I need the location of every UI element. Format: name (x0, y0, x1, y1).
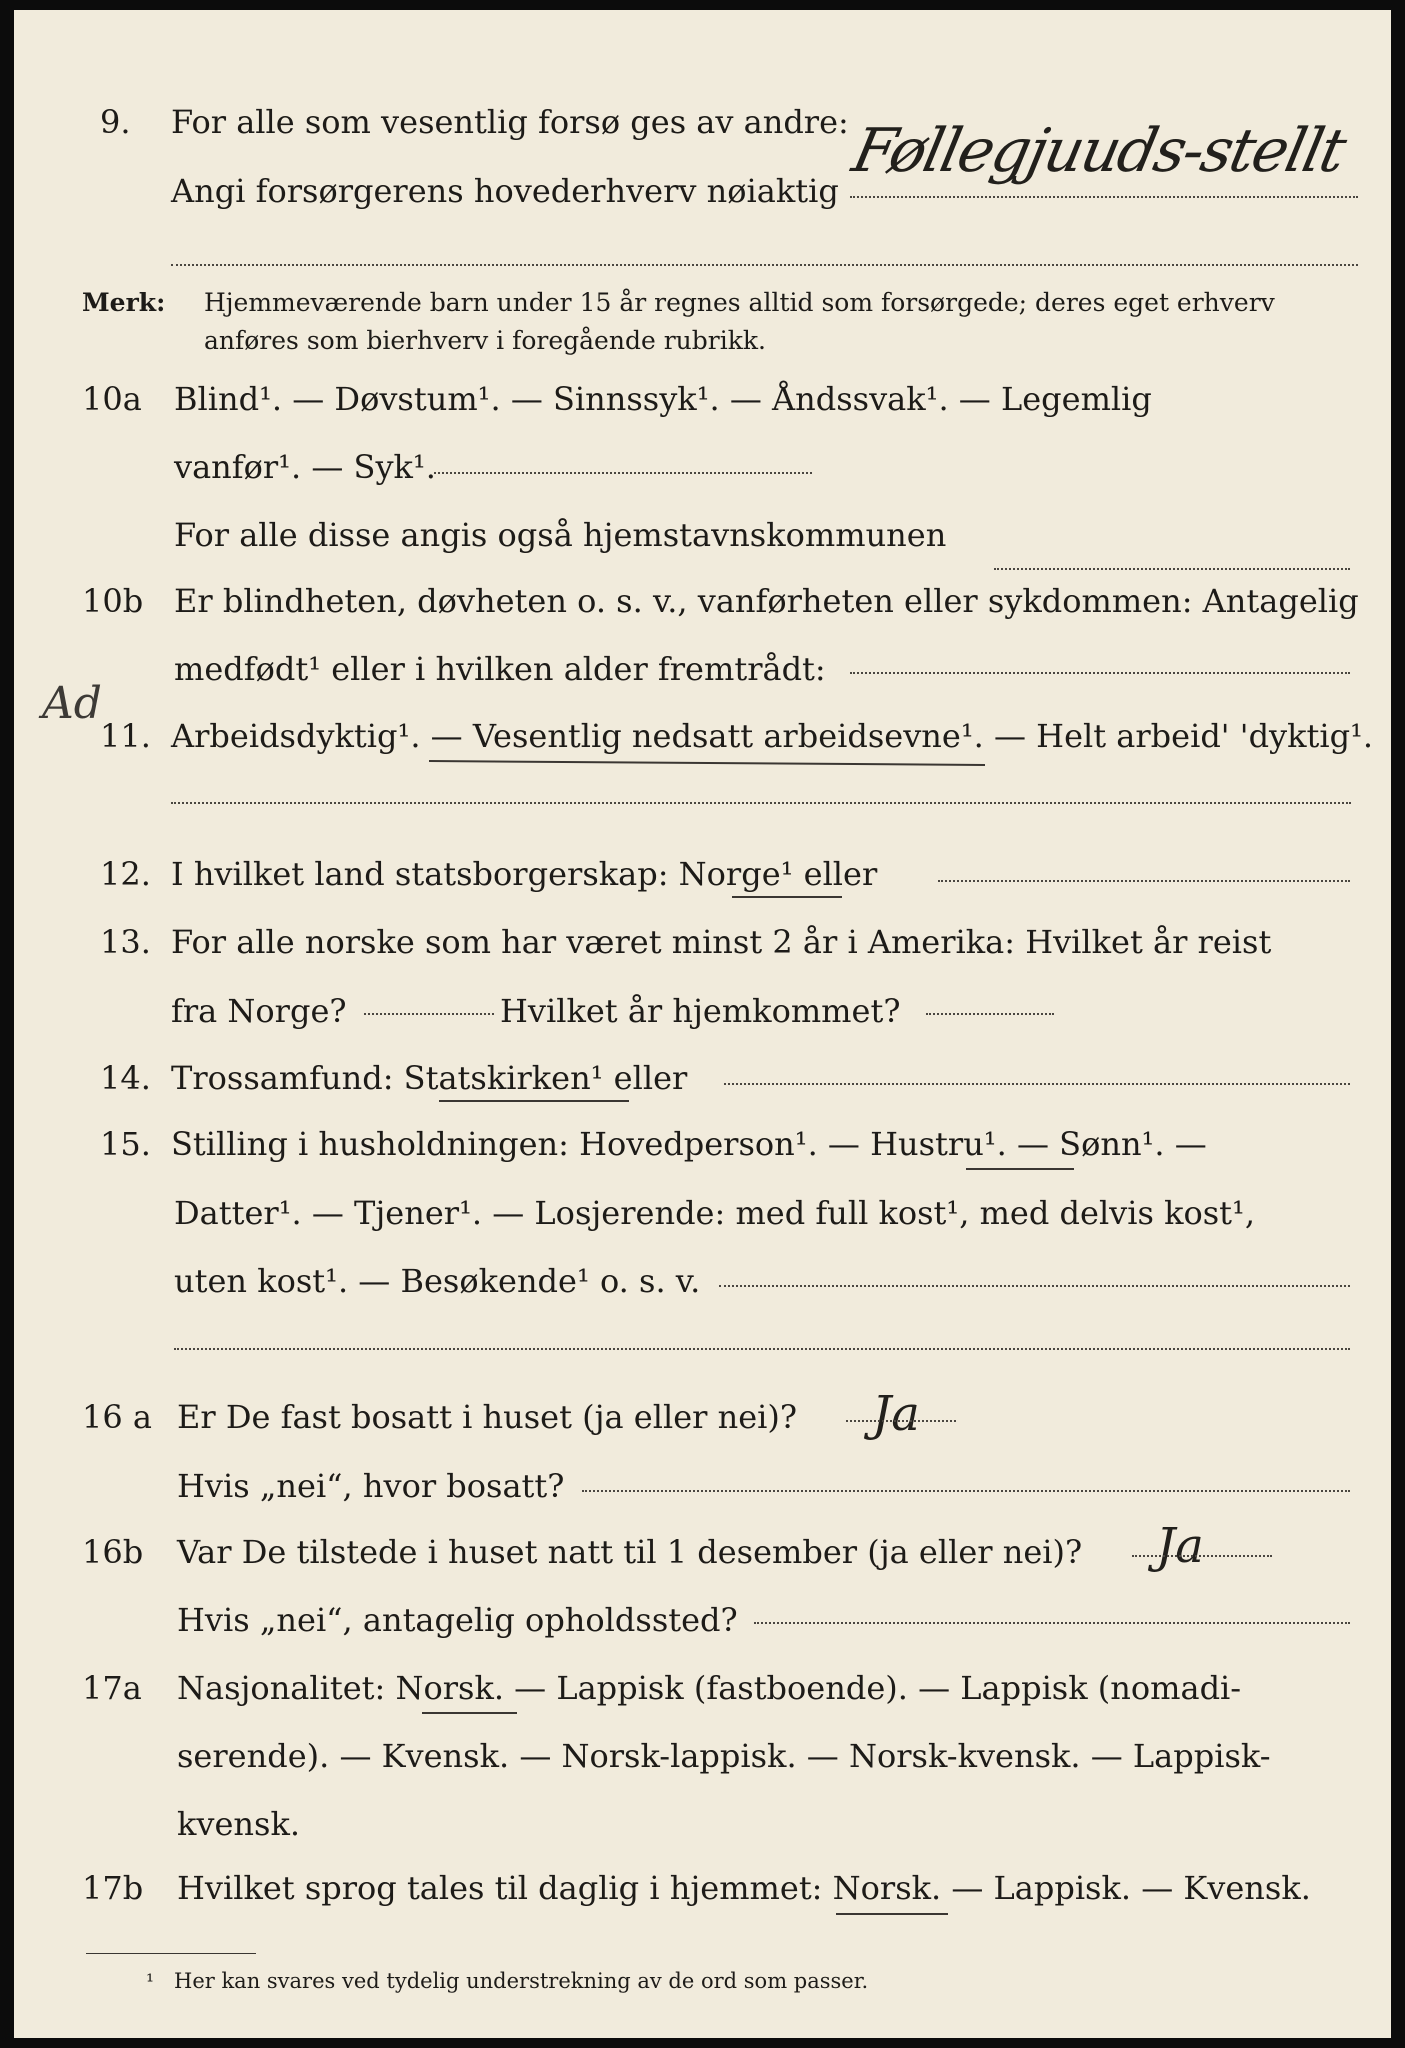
q16a-handwritten-answer: Ja (872, 1386, 920, 1442)
merk-line2: anføres som bierhverv i foregående rubrikk. (204, 326, 766, 355)
q12-number: 12. (100, 855, 151, 893)
q15-extra-line (174, 1348, 1350, 1350)
footnote-mark: ¹ (146, 1969, 155, 1993)
q9-extra-line (171, 264, 1358, 266)
q15-number: 15. (100, 1125, 151, 1163)
q9-answer-line (850, 196, 1358, 198)
q16b-handwritten-answer: Ja (1156, 1518, 1204, 1574)
q16b-line1: Var De tilstede i huset natt til 1 desember (ja eller nei)? (177, 1533, 1083, 1571)
q13-line1: For alle norske som har været minst 2 år i Amerika: Hvilket år reist (171, 923, 1272, 961)
q17a-underline (422, 1712, 517, 1714)
q12-field (938, 880, 1350, 882)
q11-extra-line (171, 802, 1351, 804)
q16b-answer-field (1132, 1555, 1272, 1557)
q13-year-left-field (364, 1013, 494, 1015)
q13-year-returned-field (926, 1013, 1054, 1015)
q14-field (724, 1083, 1350, 1085)
q10b-line1: Er blindheten, døvheten o. s. v., vanførheten eller sykdommen: Antagelig (174, 582, 1359, 620)
q10a-number: 10a (82, 380, 142, 418)
q11-line1: Arbeidsdyktig¹. — Vesentlig nedsatt arbeidsevne¹. — Helt arbeid' 'dyktig¹. (171, 717, 1374, 755)
census-form-page (14, 10, 1391, 2038)
q16a-line2: Hvis „nei“, hvor bosatt? (177, 1467, 565, 1505)
q10a-line2: vanfør¹. — Syk¹. (174, 448, 436, 486)
q15-line2: Datter¹. — Tjener¹. — Losjerende: med full kost¹, med delvis kost¹, (174, 1194, 1256, 1232)
q17a-number: 17a (82, 1669, 142, 1707)
q16a-line1: Er De fast bosatt i huset (ja eller nei)? (177, 1398, 798, 1436)
q13-number: 13. (100, 923, 151, 961)
q13-line2a: fra Norge? (171, 992, 347, 1030)
q16a-answer-field (846, 1420, 956, 1422)
q15-line1: Stilling i husholdningen: Hovedperson¹. — Hustru¹. — Sønn¹. — (171, 1125, 1207, 1163)
q16b-line2-field (754, 1622, 1350, 1624)
q11-number: 11. (100, 717, 151, 755)
q10a-line3-field (994, 568, 1350, 570)
footnote-rule (86, 1953, 256, 1954)
q14-underline (439, 1100, 629, 1102)
q10b-line2-field (850, 672, 1350, 674)
q10a-line2-field (434, 472, 812, 474)
q10b-number: 10b (82, 582, 144, 620)
footnote-text: Her kan svares ved tydelig understrekning av de ord som passer. (174, 1969, 869, 1993)
q15-field (719, 1285, 1350, 1287)
q10a-line3: For alle disse angis også hjemstavnskommunen (174, 516, 947, 554)
q9-line2: Angi forsørgerens hovederhverv nøiaktig (171, 172, 839, 210)
merk-line1: Hjemmeværende barn under 15 år regnes alltid som forsørgede; deres eget erhverv (204, 288, 1275, 317)
q13-line2b: Hvilket år hjemkommet? (500, 992, 901, 1030)
q16b-line2: Hvis „nei“, antagelig opholdssted? (177, 1601, 738, 1639)
q17b-underline (836, 1913, 948, 1915)
q17a-line2: serende). — Kvensk. — Norsk-lappisk. — Norsk-kvensk. — Lappisk- (177, 1737, 1271, 1775)
q17a-line1: Nasjonalitet: Norsk. — Lappisk (fastboende). — Lappisk (nomadi- (177, 1669, 1242, 1707)
q16b-number: 16b (82, 1533, 144, 1571)
q15-line3: uten kost¹. — Besøkende¹ o. s. v. (174, 1262, 701, 1300)
q9-handwritten-answer: Føllegjuuds-stellt (846, 116, 1351, 186)
q17a-line3: kvensk. (177, 1805, 300, 1843)
q15-underline (966, 1168, 1074, 1170)
q9-number: 9. (100, 103, 131, 141)
q12-underline (732, 896, 842, 898)
q10b-line2: medfødt¹ eller i hvilken alder fremtrådt: (174, 650, 826, 688)
q16a-number: 16 a (82, 1398, 152, 1436)
q17b-number: 17b (82, 1869, 144, 1907)
q11-underline (429, 760, 985, 766)
q10a-line1: Blind¹. — Døvstum¹. — Sinnssyk¹. — Åndssvak¹. — Legemlig (174, 380, 1152, 418)
q12-line1: I hvilket land statsborgerskap: Norge¹ eller (171, 855, 878, 893)
merk-label: Merk: (82, 288, 166, 317)
q16a-line2-field (582, 1490, 1350, 1492)
q14-number: 14. (100, 1059, 151, 1097)
q14-line1: Trossamfund: Statskirken¹ eller (171, 1059, 688, 1097)
q9-line1: For alle som vesentlig forsø ges av andre: (171, 103, 849, 141)
q17b-line1: Hvilket sprog tales til daglig i hjemmet: Norsk. — Lappisk. — Kvensk. (177, 1869, 1311, 1907)
q11-margin-mark: Ad (42, 678, 102, 729)
